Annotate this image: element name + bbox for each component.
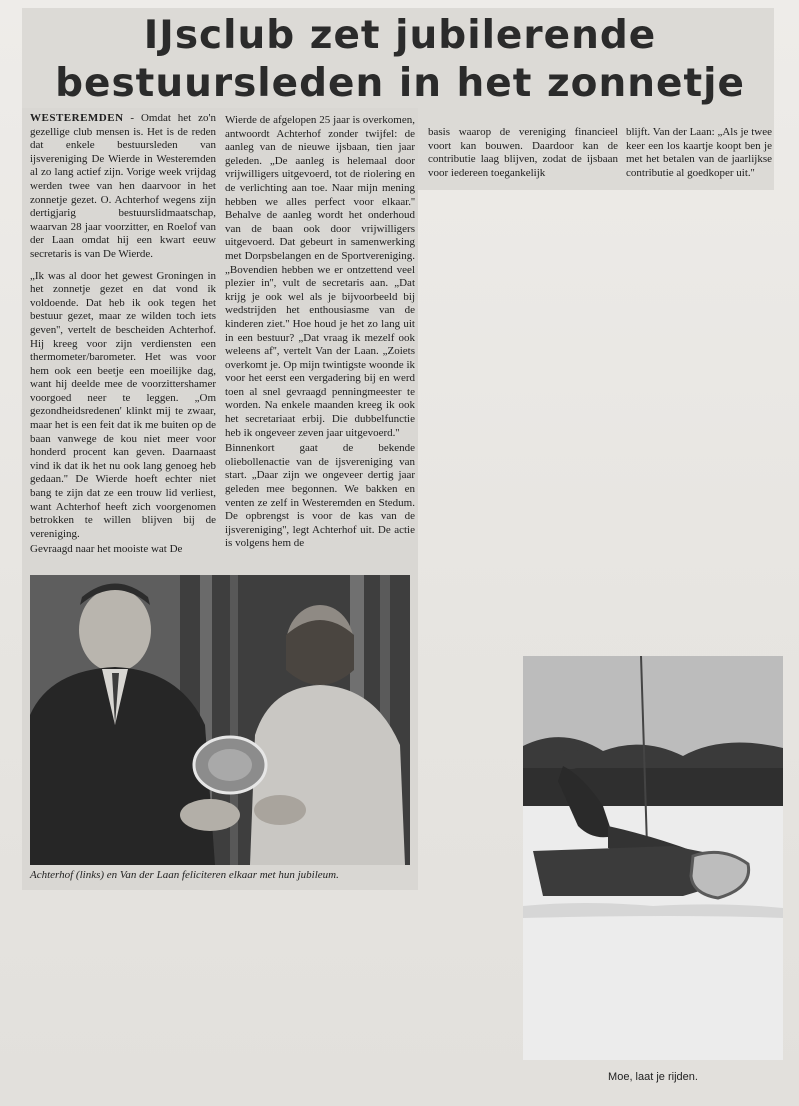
article-column-2 [225, 114, 415, 553]
photo-jubilee [30, 575, 410, 865]
photo-sledge-image [523, 656, 783, 1060]
photo-jubilee-caption: Achterhof (links) en Van der Laan feliciteren elkaar met hun jubileum. [30, 869, 339, 881]
article-column-1 [30, 112, 216, 559]
dateline: WESTEREMDEN [30, 112, 124, 124]
paragraph: „Ik was al door het gewest Groningen in het zonnetje gezet en dat vond ik voldoende. Dat heb ik ook tegen het bestuur gezet, maar ze wilden toch iets geven'', vertelt de bescheiden Achterhof. Hij kreeg voor zijn verdiensten een thermometer/barometer. Het was voor hem ook een beetje een moeilijke dag, want hij deelde mee de voorzittershamer voorgoed neer te leggen. „Om gezondheidsredenen' klinkt mij te zwaar, maar het is een feit dat ik me buiten op de baan vanwege de kou niet meer voor honderd procent kan geven. Daarnaast vind ik dat ik het nu ook lang genoeg heb gedaan.'' De Wierde hoeft echter niet bang te zijn dat ze een trouw lid verliest, want Achterhof heeft zich voorgenomen betrokken te willen blijven bij de vereniging. [30, 269, 216, 540]
paragraph: Wierde de afgelopen 25 jaar is overkomen, antwoordt Achterhof zonder twijfel: de aanleg van de nieuwe ijsbaan, tien jaar geleden. „De aanleg is helemaal door vrijwilligers uitgevoerd, tot de riolering en de verlichting aan toe. Naar mijn mening hebben we alles perfect voor elkaar.'' Behalve de aanleg wordt het onderhoud van de baan ook door vrijwilligers uitgevoerd. Dat gebeurt in samenwerking met Dorpsbelangen en de Sportvereniging. „Bovendien hebben we er ontzettend veel plezier in'', vult de secretaris aan. „Dat krijg je ook wel als je bijvoorbeeld bij wedstrijden het enthousiasme van de kinderen ziet.'' Hoe houd je het zo lang uit in een bestuur? „Dat vraag ik mezelf ook weleens af'', vertelt Van der Laan. „Zoiets overkomt je. Op mijn twintigste woonde ik voor het eerst een vergadering bij en werd toen al snel gevraagd penningmeester te worden. Na enkele maanden kreeg ik ook het secretariaat erbij. Die dubbelfunctie heb ik ongeveer zeven jaar uitgevoerd.'' [225, 114, 415, 439]
paragraph: Binnenkort gaat de bekende oliebollenactie van de ijsvereniging van start. „Daar zijn we ongeveer dertig jaar geleden mee begonnen. We bakken en venten ze zelf in Westeremden en Stedum. De opbrengst is voor de kas van de ijsvereniging'', legt Achterhof uit. De actie is volgens hem de [225, 442, 415, 550]
paragraph: Gevraagd naar het mooiste wat De [30, 543, 183, 556]
article-column-4 [626, 126, 772, 182]
photo-sledge-caption: Moe, laat je rijden. [608, 1071, 698, 1083]
article-headline [30, 12, 770, 108]
headline-line-2: bestuursleden in het zonnetje [55, 61, 745, 106]
paragraph: - Omdat het zo'n gezellige club mensen is. Het is de reden dat enkele bestuursleden van ijsvereniging De Wierde in Westeremden al zo lang actief zijn. Vorige week vrijdag werden twee van hen daarvoor in het zonnetje gezet. O. Achterhof wegens zijn dertigjarig bestuurslidmaatschap, waarvan 28 jaar voorzitter, en Roelof van der Laan omdat hij een kwart eeuw secretaris is van De Wierde. [30, 112, 216, 260]
article-column-3 [428, 126, 618, 182]
photo-jubilee-image [30, 575, 410, 865]
photo-sledge [523, 656, 783, 1060]
paragraph: blijft. Van der Laan: „Als je twee keer een los kaartje koopt ben je met het betalen van de jaarlijkse contributie al goedkoper uit.'' [626, 126, 772, 179]
paragraph: basis waarop de vereniging financieel voort kan bouwen. Daardoor kan de contributie laag blijven, zodat de ijsbaan voor iedereen toegankelijk [428, 126, 618, 179]
headline-line-1: IJsclub zet jubilerende [143, 13, 657, 58]
